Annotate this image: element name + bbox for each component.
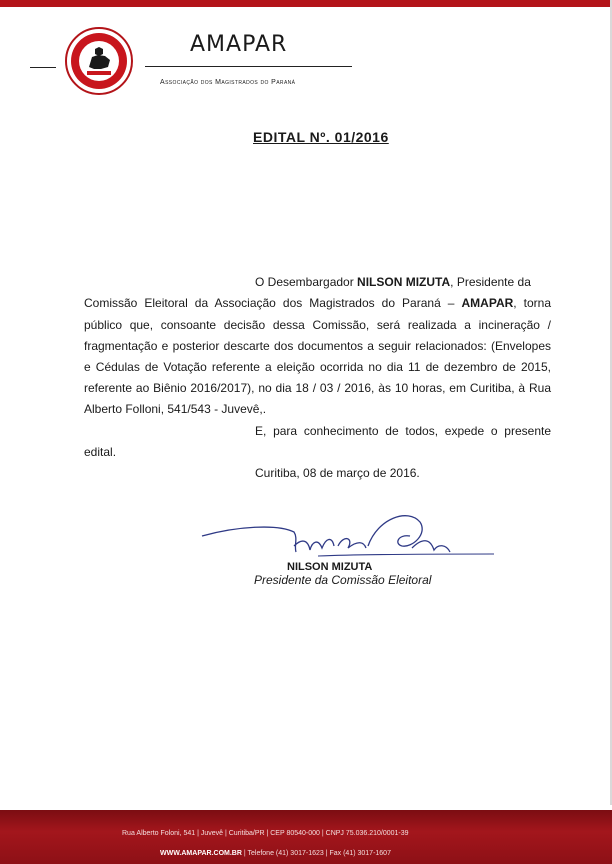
footer-contact: [160, 850, 391, 857]
amapar-bold: AMAPAR: [461, 296, 514, 310]
amapar-seal-logo: [65, 27, 133, 95]
date-line: Curitiba, 08 de março de 2016.: [255, 466, 420, 480]
brand-subtitle: Associação dos Magistrados do Paraná: [160, 79, 296, 86]
brand-name: AMAPAR: [190, 32, 288, 57]
signer-name: NILSON MIZUTA: [287, 561, 373, 573]
text-run: Comissão Eleitoral da Associação dos Magistrados do Paraná –: [84, 296, 462, 310]
footer-address: Rua Alberto Foloni, 541 | Juvevê | Curitiba/PR | CEP 80540-000 | CNPJ 75.036.210/0001-39: [122, 830, 409, 837]
footer-website: WWW.AMAPAR.COM.BR: [160, 850, 242, 857]
para1-line5: e Cédulas de Votação referente a eleição ocorrida no dia 11 de dezembro de 2015,: [84, 360, 551, 374]
para1-line6: referente ao Biênio 2016/2017), no dia 18 / 03 / 2016, às 10 horas, em Curitiba, à Rua: [84, 381, 551, 395]
para1-line4: fragmentação e posterior descarte dos documentos a seguir relacionados: (Envelopes: [84, 339, 551, 353]
header-rule-left: [30, 67, 56, 68]
footer-phones: | Telefone (41) 3017-1623 | Fax (41) 3017-1607: [241, 850, 391, 857]
para2-line2: edital.: [84, 445, 117, 459]
header-rule: [145, 66, 352, 67]
para2-line1: E, para conhecimento de todos, expede o presente: [255, 424, 551, 438]
document-title: EDITAL Nº. 01/2016: [253, 129, 389, 145]
text-run: , Presidente da: [450, 275, 531, 289]
text-run: , torna: [513, 296, 552, 310]
text-run: O Desembargador: [255, 275, 358, 289]
para1-line1: [255, 275, 531, 289]
para1-line3: público que, consoante decisão dessa Comissão, será realizada a incineração /: [84, 318, 551, 332]
desembargador-name: NILSON MIZUTA: [357, 275, 451, 289]
para1-line2: [84, 296, 551, 310]
para1-line7: Alberto Folloni, 541/543 - Juvevê,.: [84, 402, 267, 416]
top-red-bar: [0, 0, 612, 7]
signer-role: Presidente da Comissão Eleitoral: [254, 573, 432, 587]
